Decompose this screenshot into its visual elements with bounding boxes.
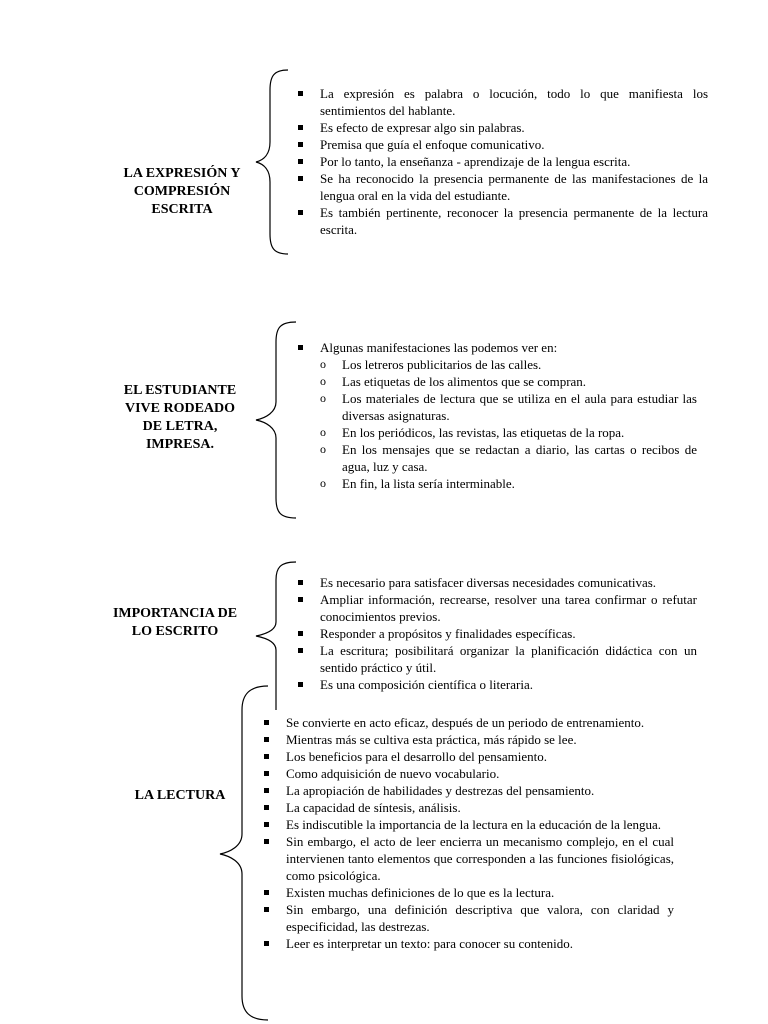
list-item: Es necesario para satisfacer diversas necesidades comunicativas. bbox=[296, 574, 697, 591]
list-item: Los beneficios para el desarrollo del pensamiento. bbox=[262, 748, 674, 765]
sub-list-item: o Los letreros publicitarios de las calles. bbox=[320, 356, 697, 373]
list-item: Es indiscutible la importancia de la lectura en la educación de la lengua. bbox=[262, 816, 674, 833]
bullet-list bbox=[296, 85, 708, 238]
list-item: Existen muchas definiciones de lo que es la lectura. bbox=[262, 884, 674, 901]
list-item: La expresión es palabra o locución, todo lo que manifiesta los sentimientos del hablante. bbox=[296, 85, 708, 119]
list-item bbox=[296, 339, 697, 492]
list-item: Mientras más se cultiva esta práctica, más rápido se lee. bbox=[262, 731, 674, 748]
sub-list-item: o Las etiquetas de los alimentos que se compran. bbox=[320, 373, 697, 390]
list-item: Se convierte en acto eficaz, después de un periodo de entrenamiento. bbox=[262, 714, 674, 731]
list-item: Por lo tanto, la enseñanza - aprendizaje de la lengua escrita. bbox=[296, 153, 708, 170]
list-item: Es también pertinente, reconocer la presencia permanente de la lectura escrita. bbox=[296, 204, 708, 238]
sub-list-item: o En los periódicos, las revistas, las etiquetas de la ropa. bbox=[320, 424, 697, 441]
list-lead: Algunas manifestaciones las podemos ver en: bbox=[320, 340, 558, 355]
bullet-list bbox=[296, 574, 697, 693]
sub-list-item: o En fin, la lista sería interminable. bbox=[320, 475, 697, 492]
list-item: Ampliar información, recrearse, resolver una tarea confirmar o refutar conocimientos previos. bbox=[296, 591, 697, 625]
list-item: La capacidad de síntesis, análisis. bbox=[262, 799, 674, 816]
sub-list bbox=[320, 356, 697, 492]
list-item: Sin embargo, una definición descriptiva que valora, con claridad y especificidad, las destrezas. bbox=[262, 901, 674, 935]
list-item: Es efecto de expresar algo sin palabras. bbox=[296, 119, 708, 136]
list-item: Premisa que guía el enfoque comunicativo. bbox=[296, 136, 708, 153]
list-item: Como adquisición de nuevo vocabulario. bbox=[262, 765, 674, 782]
bullet-list bbox=[296, 339, 697, 492]
list-item: La escritura; posibilitará organizar la planificación didáctica con un sentido práctico y útil. bbox=[296, 642, 697, 676]
bullet-list bbox=[262, 714, 674, 952]
curly-brace bbox=[252, 320, 300, 520]
list-item: Es una composición científica o literaria. bbox=[296, 676, 697, 693]
list-item: Se ha reconocido la presencia permanente de las manifestaciones de la lengua oral en la vida del estudiante. bbox=[296, 170, 708, 204]
topic-title: IMPORTANCIA DE LO ESCRITO bbox=[112, 606, 238, 639]
list-item: La apropiación de habilidades y destrezas del pensamiento. bbox=[262, 782, 674, 799]
sub-list-item: o Los materiales de lectura que se utiliza en el aula para estudiar las diversas asignaturas. bbox=[320, 390, 697, 424]
list-item: Leer es interpretar un texto: para conocer su contenido. bbox=[262, 935, 674, 952]
list-item: Sin embargo, el acto de leer encierra un mecanismo complejo, en el cual intervienen tanto elementos que corresponden a las funciones fisiológicas, como psicológica. bbox=[262, 833, 674, 884]
list-item: Responder a propósitos y finalidades específicas. bbox=[296, 625, 697, 642]
sub-list-item: o En los mensajes que se redactan a diario, las cartas o recibos de agua, luz y casa. bbox=[320, 441, 697, 475]
topic-title: EL ESTUDIANTE VIVE RODEADO DE LETRA, IMPRESA. bbox=[123, 383, 237, 452]
curly-brace bbox=[252, 68, 292, 256]
clipped-list bbox=[296, 574, 697, 708]
topic-title: LA LECTURA bbox=[134, 788, 226, 803]
topic-title: LA EXPRESIÓN Y COMPRESIÓN ESCRITA bbox=[123, 166, 241, 217]
